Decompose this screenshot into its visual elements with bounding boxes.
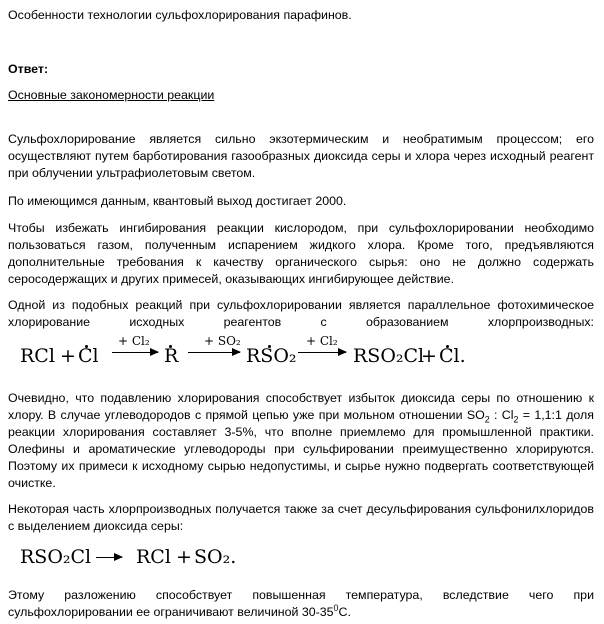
eq1-arrow3-label: + Cl₂ (306, 334, 338, 348)
eq1-r-radical: R (164, 345, 179, 367)
eq2-plus: + (176, 546, 192, 568)
eq1-rso2-radical: RSO₂ (246, 345, 297, 367)
paragraph-7: Этому разложению способствует повышенная температура, вследствие чего при сульфохлорировании ее ограничивают величиной $30-35^0С$. (8, 588, 594, 619)
title-line: Особенности технологии сульфохлорирования парафинов. (8, 8, 352, 22)
eq1-plus-1: + (60, 345, 76, 367)
eq1-arrow1-label: + Cl₂ (118, 334, 150, 348)
eq1-cl-radical: Cl (78, 345, 99, 367)
paragraph-2: По имеющимся данным, квантовый выход достигает 2000. (8, 194, 347, 208)
equation-desulfonation (8, 542, 408, 572)
reaction-arrow-icon (112, 352, 158, 353)
eq1-rcl: RCl (20, 345, 55, 367)
eq2-product-2: SO₂. (194, 546, 237, 568)
eq1-arrow2-label: + SO₂ (204, 334, 241, 348)
paragraph-4-line-2: хлорирование исходных реагентов с образованием хлорпроизводных: (8, 315, 594, 329)
reaction-arrow-icon (298, 352, 346, 353)
paragraph-4-line-1: Одной из подобных реакций при сульфохлорировании является параллельное фотохимическое (8, 298, 594, 312)
paragraph-6: Некоторая часть хлорпроизводных получается также за счет десульфирования сульфонилхлоридов с выделением диоксида серы: (8, 502, 594, 533)
equation-chlorination (8, 332, 508, 372)
eq1-cl-radical-end: Cl. (439, 345, 466, 367)
reaction-arrow-icon (188, 352, 240, 353)
paragraph-3: Чтобы избежать ингибирования реакции кислородом, при сульфохлорировании необходимо пользоваться газом, полученным испарением жидкого хлора. Кроме того, предъявляются дополнительные требования к качеству органического сырья: оно не должно содержать серосодержащих и других примесей, оказывающих ингибирующее действие. (8, 221, 594, 286)
paragraph-1: Сульфохлорирование является сильно экзотермическим и необратимым процессом; его осуществляют путем барботирования газообразных диоксида серы и хлора через исходный реагент при облучении ультрафиолетовым светом. (8, 132, 594, 180)
eq1-plus-2: + (421, 345, 437, 367)
eq2-product-1: RCl (136, 546, 171, 568)
eq2-reactant: RSO₂Cl (20, 546, 92, 568)
paragraph-5: Очевидно, что подавлению хлорирования способствует избыток диоксида серы по отношению к хлору. В случае углеводородов с прямой цепью уже при мольном отношении $SO_2$ : $Cl_2$ = 1,1:1 доля реакции хлорирования составляет 3-5%, что вполне приемлемо для промышленной практики. Олефины и ароматические углеводороды при сульфировании преимущественно хлорируются. Поэтому их примеси к исходному сырью недопустимы, и сырье нужно подвергать соответствующей очистке. (8, 391, 594, 490)
answer-label: Ответ: (8, 62, 49, 76)
reaction-arrow-icon (96, 557, 122, 558)
section-heading: Основные закономерности реакции (8, 88, 215, 102)
eq1-product: RSO₂Cl (353, 345, 425, 367)
